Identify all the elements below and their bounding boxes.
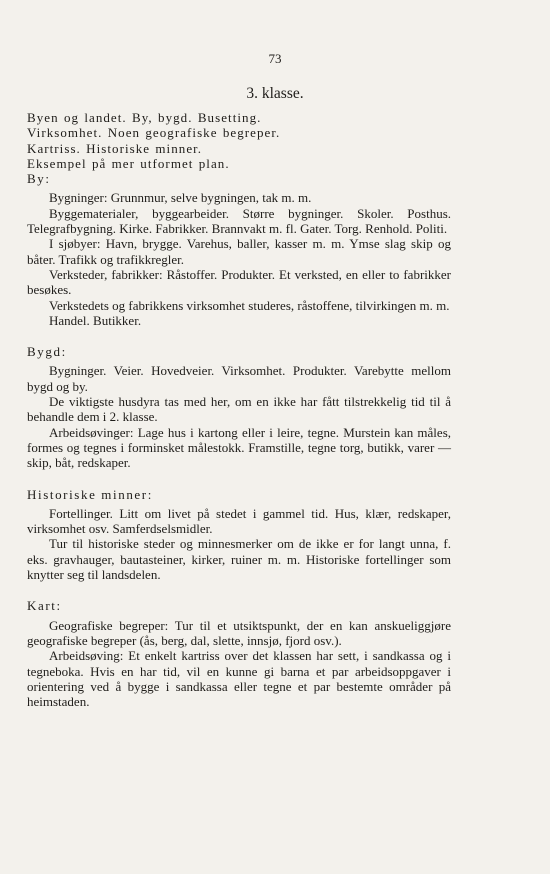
section-historiske-minner xyxy=(27,487,451,583)
section-heading-bygd: Bygd: xyxy=(27,344,67,360)
paragraph: Geografiske begreper: Tur til et utsiktspunkt, der en kan anskueliggjøre geografiske begreper (ås, berg, dal, slette, innsjø, fjord osv.). xyxy=(27,617,451,648)
paragraph: Verkstedets og fabrikkens virksomhet studeres, råstoffene, tilvirkingen m. m. xyxy=(49,297,450,313)
paragraph: Arbeidsøving: Et enkelt kartriss over det klassen har sett, i sandkassa og i tegneboka. Hvis en har tid, vil en kunne gi barna et par arbeidsoppgaver i orientering ved å bygge i sandkassa eller tegne et par bestemte områder på heimstaden. xyxy=(27,648,451,710)
intro-line: Byen og landet. By, bygd. Busetting. xyxy=(27,110,262,125)
page-number: 73 xyxy=(268,51,282,66)
section-heading-historiske-minner: Historiske minner: xyxy=(27,486,153,502)
intro-line: Eksempel på mer utformet plan. xyxy=(27,155,230,171)
section-by xyxy=(27,171,451,328)
paragraph: Byggematerialer, byggearbeider. Større bygninger. Skoler. Posthus. Telegrafbygning. Kirke. Fabrikker. Brannvakt m. fl. Gater. Torg. Renhold. Politi. xyxy=(27,205,451,237)
paragraph: I sjøbyer: Havn, brygge. Varehus, baller, kasser m. m. Ymse slag skip og båter. Trafikk og trafikkregler. xyxy=(27,236,451,267)
paragraph: Tur til historiske steder og minnesmerker om de ikke er for langt unna, f. eks. gravhauger, bautasteiner, kirker, ruiner m. m. Historiske fortellinger som knytter seg til landsdelen. xyxy=(27,536,451,583)
section-bygd xyxy=(27,344,451,470)
paragraph: De viktigste husdyra tas med her, om en ikke har fått tilstrekkelig tid til å behandle dem i 2. klasse. xyxy=(27,394,451,425)
paragraph: Fortellinger. Litt om livet på stedet i gammel tid. Hus, klær, redskaper, virksomhet osv. Samferdselsmidler. xyxy=(27,505,451,537)
paragraph: Arbeidsøvinger: Lage hus i kartong eller i leire, tegne. Murstein kan måles, formes og tegnes i forminsket målestokk. Framstille, tegne torg, butikk, varer — skip, båt, redskaper. xyxy=(27,424,451,471)
chapter-title: 3. klasse. xyxy=(246,85,304,102)
paragraph: Handel. Butikker. xyxy=(49,312,142,328)
paragraph: Bygninger. Veier. Hovedveier. Virksomhet. Produkter. Varebytte mellom bygd og by. xyxy=(27,363,451,394)
paragraph: Verksteder, fabrikker: Råstoffer. Produkter. Et verksted, en eller to fabrikker besøkes. xyxy=(27,266,451,298)
section-heading-by: By: xyxy=(27,171,51,187)
paragraph: Bygninger: Grunnmur, selve bygningen, tak m. m. xyxy=(49,190,312,206)
section-heading-kart: Kart: xyxy=(27,598,62,614)
section-kart xyxy=(27,598,451,709)
intro-block xyxy=(27,110,451,171)
page-content xyxy=(27,110,451,709)
intro-line: Kartriss. Historiske minner. xyxy=(27,140,203,156)
intro-line: Virksomhet. Noen geografiske begreper. xyxy=(27,125,281,141)
